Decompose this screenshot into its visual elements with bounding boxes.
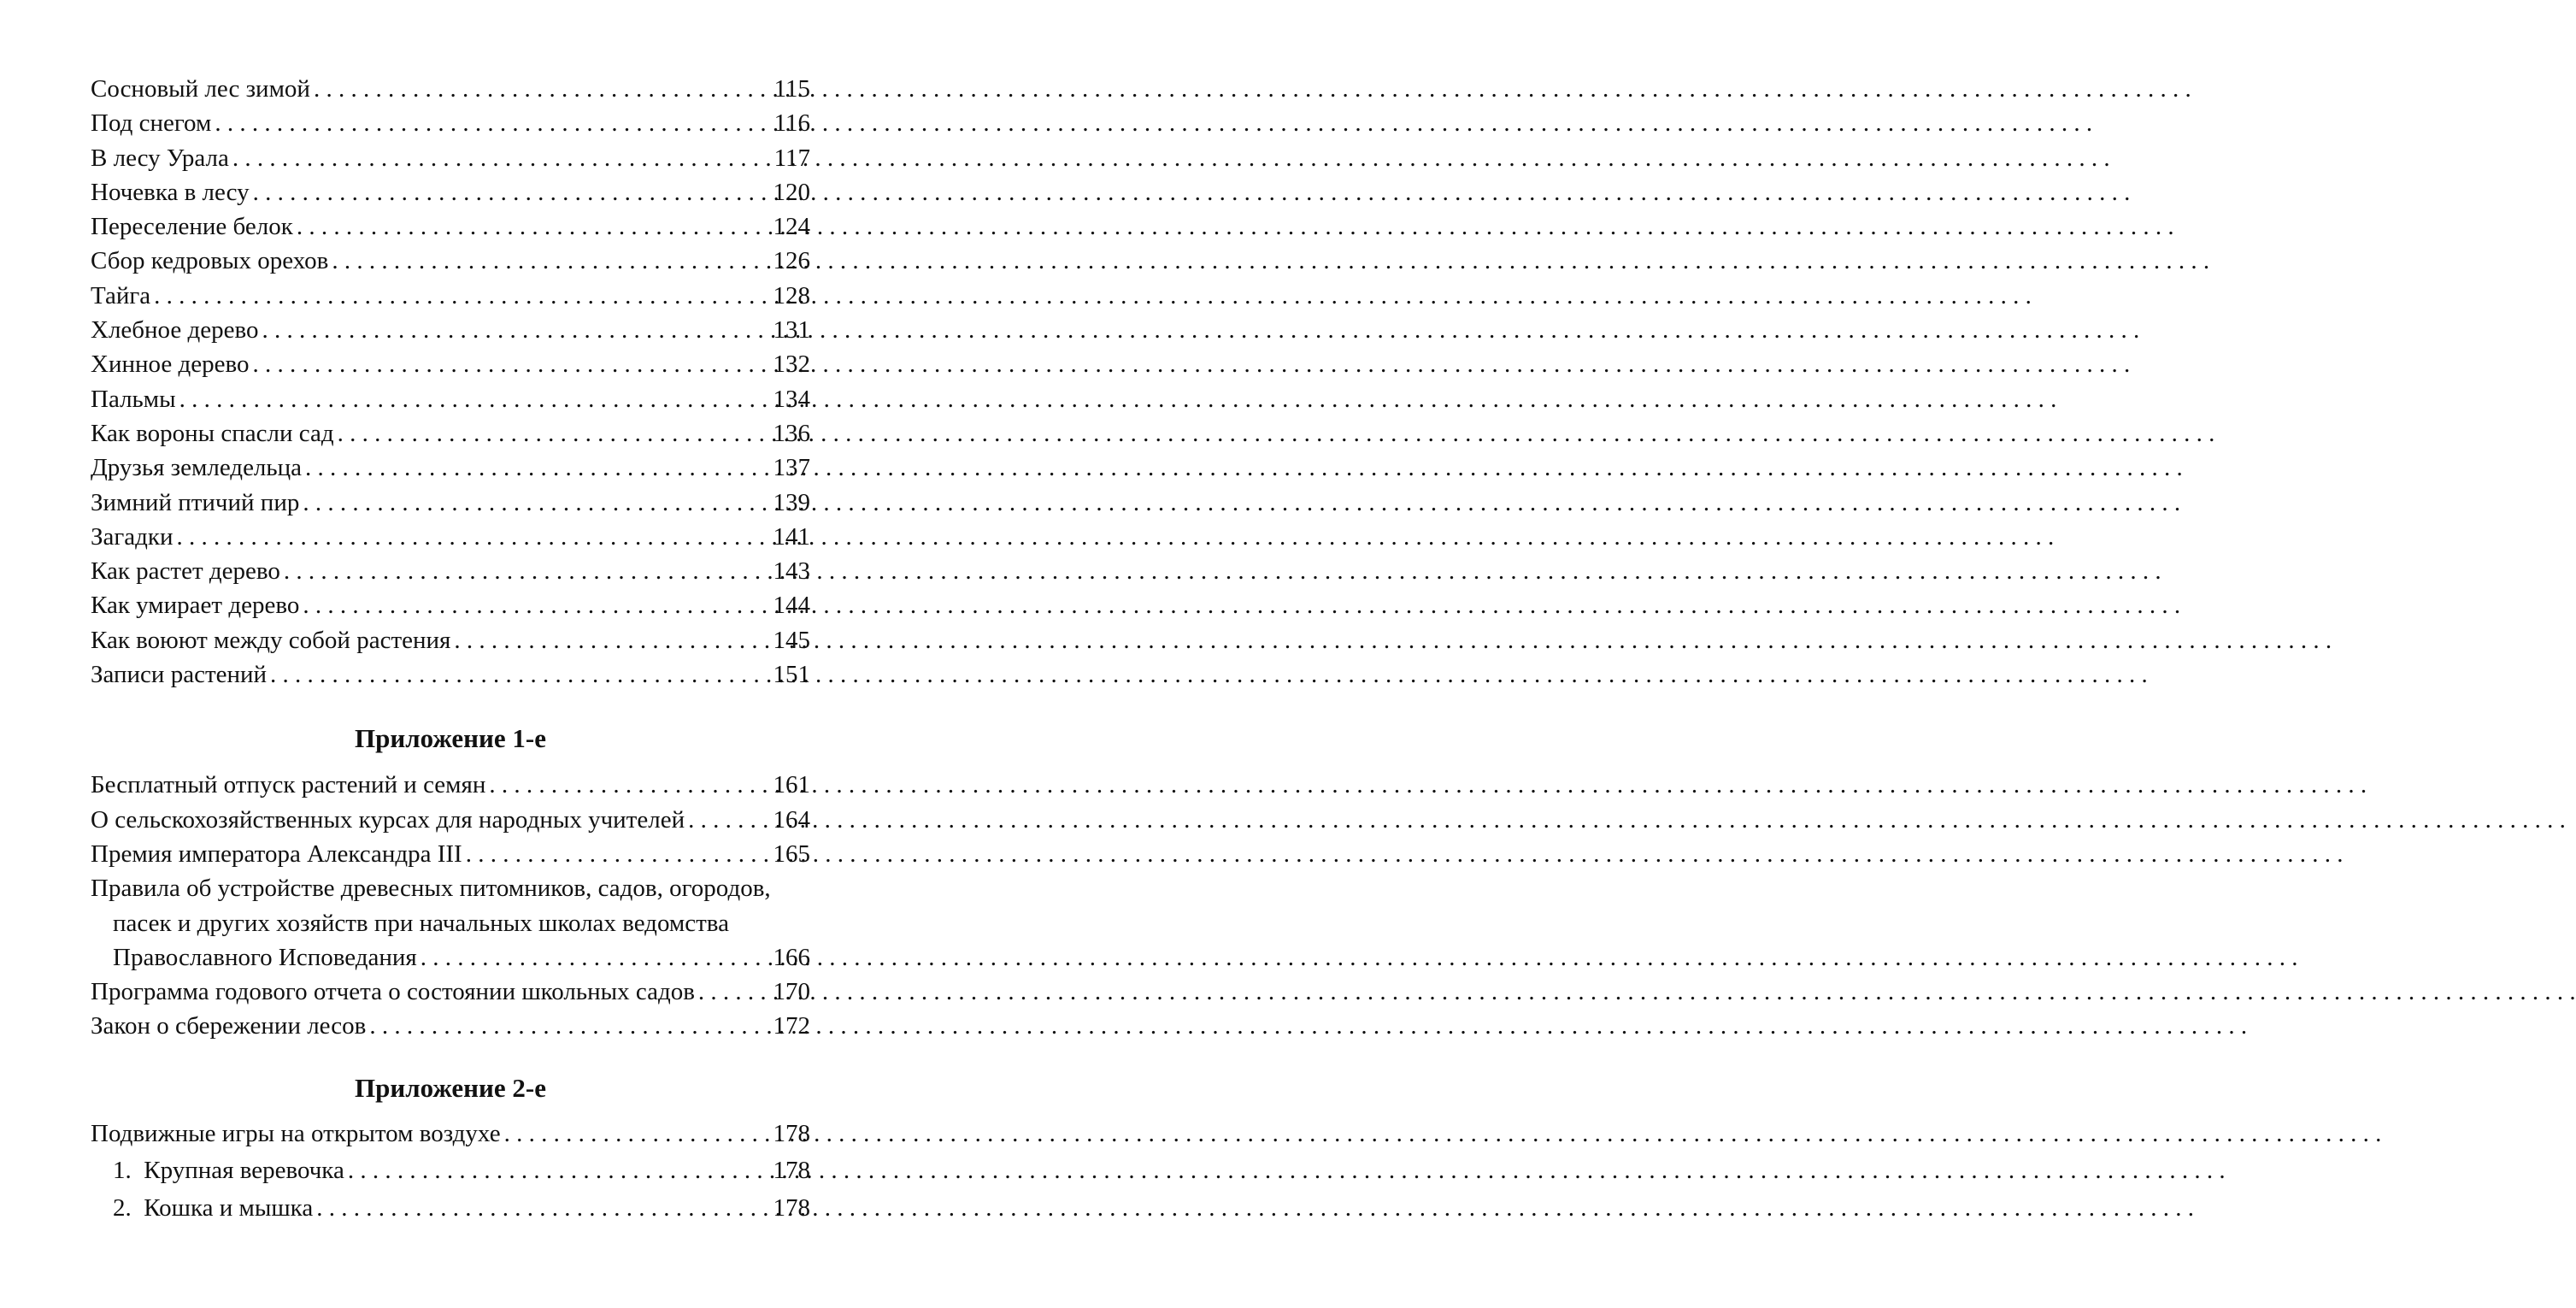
toc-entry[interactable] [91,313,810,347]
toc-leader-dots [176,382,773,416]
toc-entry-title: Пальмы [91,385,176,413]
toc-leader-dots [344,1152,773,1189]
toc-entry-page: 115 [773,75,810,103]
appendix-2-heading: Приложение 2-е [355,1072,546,1103]
toc-entry-page: 151 [773,661,810,689]
appendix-2-list [91,1116,810,1227]
table-of-contents [91,72,810,1227]
toc-leader-dots [150,279,773,313]
toc-entry-page: 164 [773,805,810,834]
toc-leader-dots [302,451,773,485]
toc-leader-dots [280,554,773,588]
toc-entry[interactable] [91,554,810,588]
toc-entry-title: Тайга [91,281,151,309]
toc-main-list [91,72,810,692]
toc-entry[interactable] [91,244,810,278]
toc-entry-page: 161 [773,771,810,799]
toc-entry[interactable] [91,106,810,140]
toc-entry-page: 131 [773,316,810,345]
appendix-1-heading: Приложение 1-е [355,723,546,754]
toc-entry-multiline[interactable] [91,871,810,975]
toc-entry-page: 170 [773,978,810,1006]
toc-entry-page: 166 [773,943,810,971]
toc-entry-page: 116 [773,109,810,138]
toc-entry-page: 126 [773,247,810,275]
toc-entry-title-line-3: Православного Исповедания [113,943,417,971]
toc-entry-page: 178 [773,1119,810,1147]
toc-entry-title: Зимний птичий пир [91,488,300,516]
toc-entry-page: 172 [773,1012,810,1040]
toc-leader-dots [259,313,773,347]
toc-entry[interactable] [91,209,810,244]
toc-entry-title-line-2: пасек и других хозяйств при начальных школах ведомства [113,909,729,937]
toc-entry[interactable] [91,837,810,871]
toc-entry-title: Переселение белок [91,213,293,241]
toc-leader-dots [310,72,774,106]
toc-entry[interactable] [91,416,810,451]
toc-leader-dots [450,623,773,657]
toc-entry-title: Как умирает дерево [91,592,300,620]
toc-entry-title: Как растет дерево [91,557,280,586]
toc-entry-title: Бесплатный отпуск растений и семян [91,771,486,799]
toc-leader-dots [229,141,774,175]
toc-entry-page: 178 [773,1157,810,1185]
toc-entry[interactable] [91,141,810,175]
toc-entry[interactable] [91,1116,810,1152]
toc-entry-title: Подвижные игры на открытом воздухе [91,1119,501,1147]
toc-entry-page: 117 [773,144,810,172]
toc-entry-title: Премия императора Александра III [91,840,462,868]
toc-leader-dots [173,520,773,554]
toc-leader-dots [293,209,773,244]
toc-entry[interactable] [91,657,810,692]
toc-leader-dots [249,347,773,381]
toc-leader-dots [685,803,773,837]
toc-entry-page: 132 [773,351,810,379]
toc-entry-title: Сосновый лес зимой [91,75,310,103]
toc-leader-dots [485,768,773,802]
toc-entry[interactable] [91,347,810,381]
toc-entry[interactable] [91,486,810,520]
toc-entry-page: 165 [773,840,810,868]
toc-entry[interactable] [91,1009,810,1043]
toc-entry-title: В лесу Урала [91,144,229,172]
toc-entry-page: 137 [773,454,810,482]
toc-entry-title: Друзья земледельца [91,454,303,482]
toc-leader-dots [501,1116,773,1152]
toc-entry-page: 120 [773,178,810,206]
toc-entry-page: 124 [773,213,810,241]
toc-entry-page: 139 [773,488,810,516]
toc-entry-page: 128 [773,281,810,309]
toc-entry[interactable] [91,803,810,837]
toc-entry-page: 178 [773,1193,810,1222]
toc-entry-page: 144 [773,592,810,620]
toc-entry-page: 141 [773,522,810,551]
toc-entry[interactable] [91,175,810,209]
toc-leader-dots [250,175,773,209]
toc-entry[interactable] [91,768,810,802]
toc-entry[interactable] [91,382,810,416]
toc-entry-title: О сельскохозяйственных курсах для народных учителей [91,805,685,834]
toc-entry-page: 145 [773,626,810,654]
toc-leader-dots [334,416,773,451]
toc-entry[interactable] [91,623,810,657]
toc-leader-dots [299,588,773,622]
toc-leader-dots [299,486,773,520]
toc-leader-dots [462,837,773,871]
toc-entry-title: Хлебное дерево [91,316,259,345]
toc-entry-title: Сбор кедровых орехов [91,247,329,275]
toc-entry[interactable] [91,1152,810,1189]
toc-leader-dots [695,975,773,1009]
toc-entry-title: Хинное дерево [91,351,250,379]
appendix-1-list [91,768,810,1043]
toc-entry-title: 1. Крупная веревочка [113,1157,344,1185]
toc-entry-title: Загадки [91,522,173,551]
toc-leader-dots [313,1190,773,1227]
toc-entry[interactable] [91,451,810,485]
toc-entry-page: 143 [773,557,810,586]
toc-entry-title: Закон о сбережении лесов [91,1012,367,1040]
toc-leader-dots [267,657,773,692]
toc-entry-title: Под снегом [91,109,212,138]
toc-entry-page: 136 [773,419,810,447]
toc-entry-page: 134 [773,385,810,413]
toc-leader-dots [366,1009,773,1043]
toc-entry[interactable] [91,520,810,554]
toc-entry-title: Записи растений [91,661,268,689]
toc-entry-title-line-1: Правила об устройстве древесных питомников, садов, огородов, [91,875,771,903]
toc-leader-dots [417,940,773,975]
toc-entry-title: Программа годового отчета о состоянии школьных садов [91,978,695,1006]
toc-entry[interactable] [91,279,810,313]
toc-entry[interactable] [91,975,810,1009]
toc-leader-dots [328,244,773,278]
toc-entry-title: 2. Кошка и мышка [113,1193,314,1222]
toc-entry[interactable] [91,72,810,106]
toc-entry-title: Ночевка в лесу [91,178,250,206]
toc-entry-line [91,871,810,905]
toc-entry[interactable] [91,1190,810,1227]
toc-entry[interactable] [91,588,810,622]
toc-entry-line [91,940,810,975]
toc-leader-dots [211,106,773,140]
toc-entry-title: Как воюют между собой растения [91,626,451,654]
toc-entry-title: Как вороны спасли сад [91,419,334,447]
